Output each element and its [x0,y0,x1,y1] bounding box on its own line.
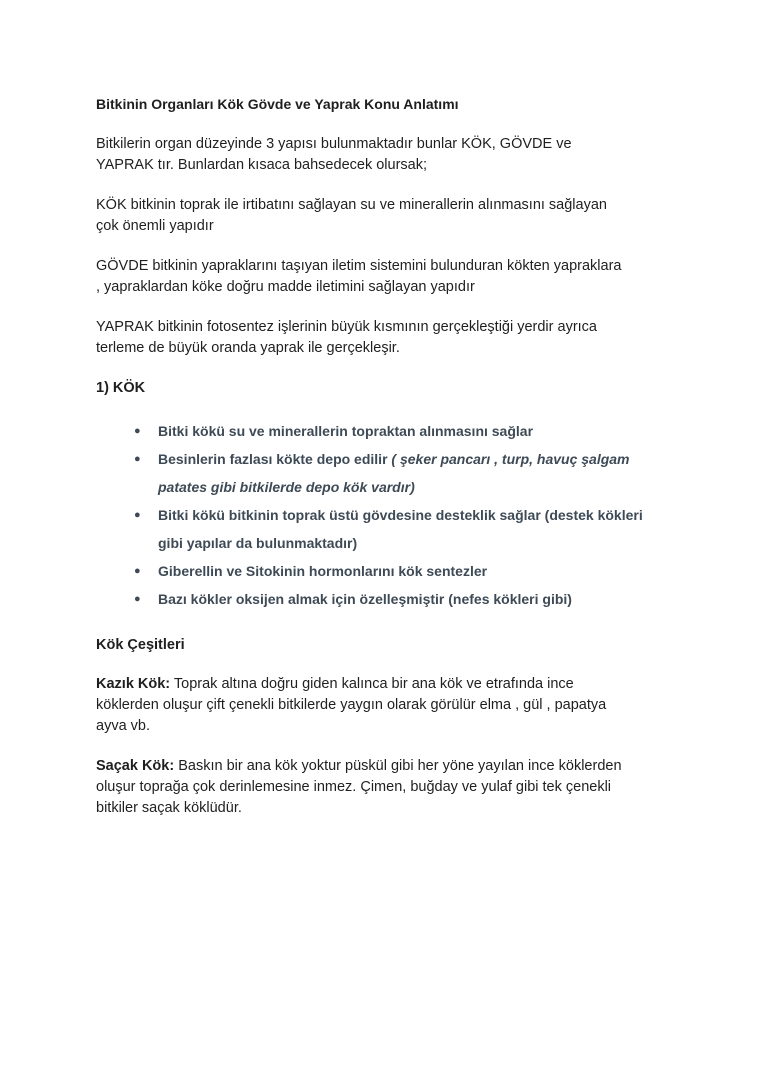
intro-line-1: Bitkilerin organ düzeyinde 3 yapısı bulunmaktadır bunlar KÖK, GÖVDE ve [96,136,572,152]
document-page [96,94,686,838]
bullet-text: Bitki kökü su ve minerallerin topraktan alınmasını sağlar [158,423,534,439]
bullet-dot-icon: ● [134,509,141,521]
sacak-term: Saçak Kök: [96,758,175,774]
yaprak-line-1: YAPRAK bitkinin fotosentez işlerinin büyük kısmının gerçekleştiği yerdir ayrıca [96,319,598,335]
bullet-dot-icon: ● [134,593,141,605]
bullet-text: Besinlerin fazlası kökte depo edilir [158,451,392,467]
kok-line-1: KÖK bitkinin toprak ile irtibatını sağlayan su ve minerallerin alınmasını sağlayan [96,197,607,213]
bullet-text: gibi yapılar da bulunmaktadır) [158,535,358,551]
kazik-text: Toprak altına doğru giden kalınca bir ana kök ve etrafında ince [170,676,574,692]
yaprak-paragraph [96,317,686,359]
list-item [124,501,686,557]
section-heading-cesitler: Kök Çeşitleri [96,637,185,653]
sacak-line-3: bitkiler saçak köklüdür. [96,800,242,816]
bullet-dot-icon: ● [134,425,141,437]
govde-line-1: GÖVDE bitkinin yapraklarını taşıyan iletim sistemini bulunduran kökten yapraklara [96,258,622,274]
kazik-kok-paragraph [96,674,686,737]
intro-line-2: YAPRAK tır. Bunlardan kısaca bahsedecek olursak; [96,157,427,173]
list-item [124,445,686,501]
govde-line-2: , yapraklardan köke doğru madde iletimini sağlayan yapıdır [96,279,475,295]
bullet-dot-icon: ● [134,565,141,577]
bullet-dot-icon: ● [134,453,141,465]
bullet-text: Bitki kökü bitkinin toprak üstü gövdesine desteklik sağlar (destek kökleri [158,507,643,523]
section-heading-kok: 1) KÖK [96,380,146,396]
bullet-italic-text: patates gibi bitkilerde depo kök vardır) [158,479,415,495]
govde-paragraph [96,256,686,298]
list-item [124,585,686,613]
intro-paragraph [96,134,686,176]
kazik-term: Kazık Kök: [96,676,171,692]
kok-paragraph [96,195,686,237]
bullet-text: Bazı kökler oksijen almak için özelleşmiştir (nefes kökleri gibi) [158,591,572,607]
list-item [124,417,686,445]
kok-bullet-list [96,417,686,613]
kazik-line-1 [96,674,686,695]
kok-line-2: çok önemli yapıdır [96,218,214,234]
bullet-italic-text: ( şeker pancarı , turp, havuç şalgam [391,451,630,467]
document-title: Bitkinin Organları Kök Gövde ve Yaprak Konu Anlatımı [96,96,459,112]
kazik-line-3: ayva vb. [96,718,150,734]
sacak-kok-paragraph [96,756,686,819]
list-item [124,557,686,585]
sacak-line-1 [96,756,686,777]
sacak-text: Baskın bir ana kök yoktur püskül gibi her yöne yayılan ince köklerden [174,758,622,774]
sacak-line-2: oluşur toprağa çok derinlemesine inmez. Çimen, buğday ve yulaf gibi tek çenekli [96,779,612,795]
yaprak-line-2: terleme de büyük oranda yaprak ile gerçekleşir. [96,340,400,356]
bullet-line [158,445,686,473]
kazik-line-2: köklerden oluşur çift çenekli bitkilerde yaygın olarak görülür elma , gül , papatya [96,697,607,713]
bullet-text: Giberellin ve Sitokinin hormonlarını kök sentezler [158,563,488,579]
